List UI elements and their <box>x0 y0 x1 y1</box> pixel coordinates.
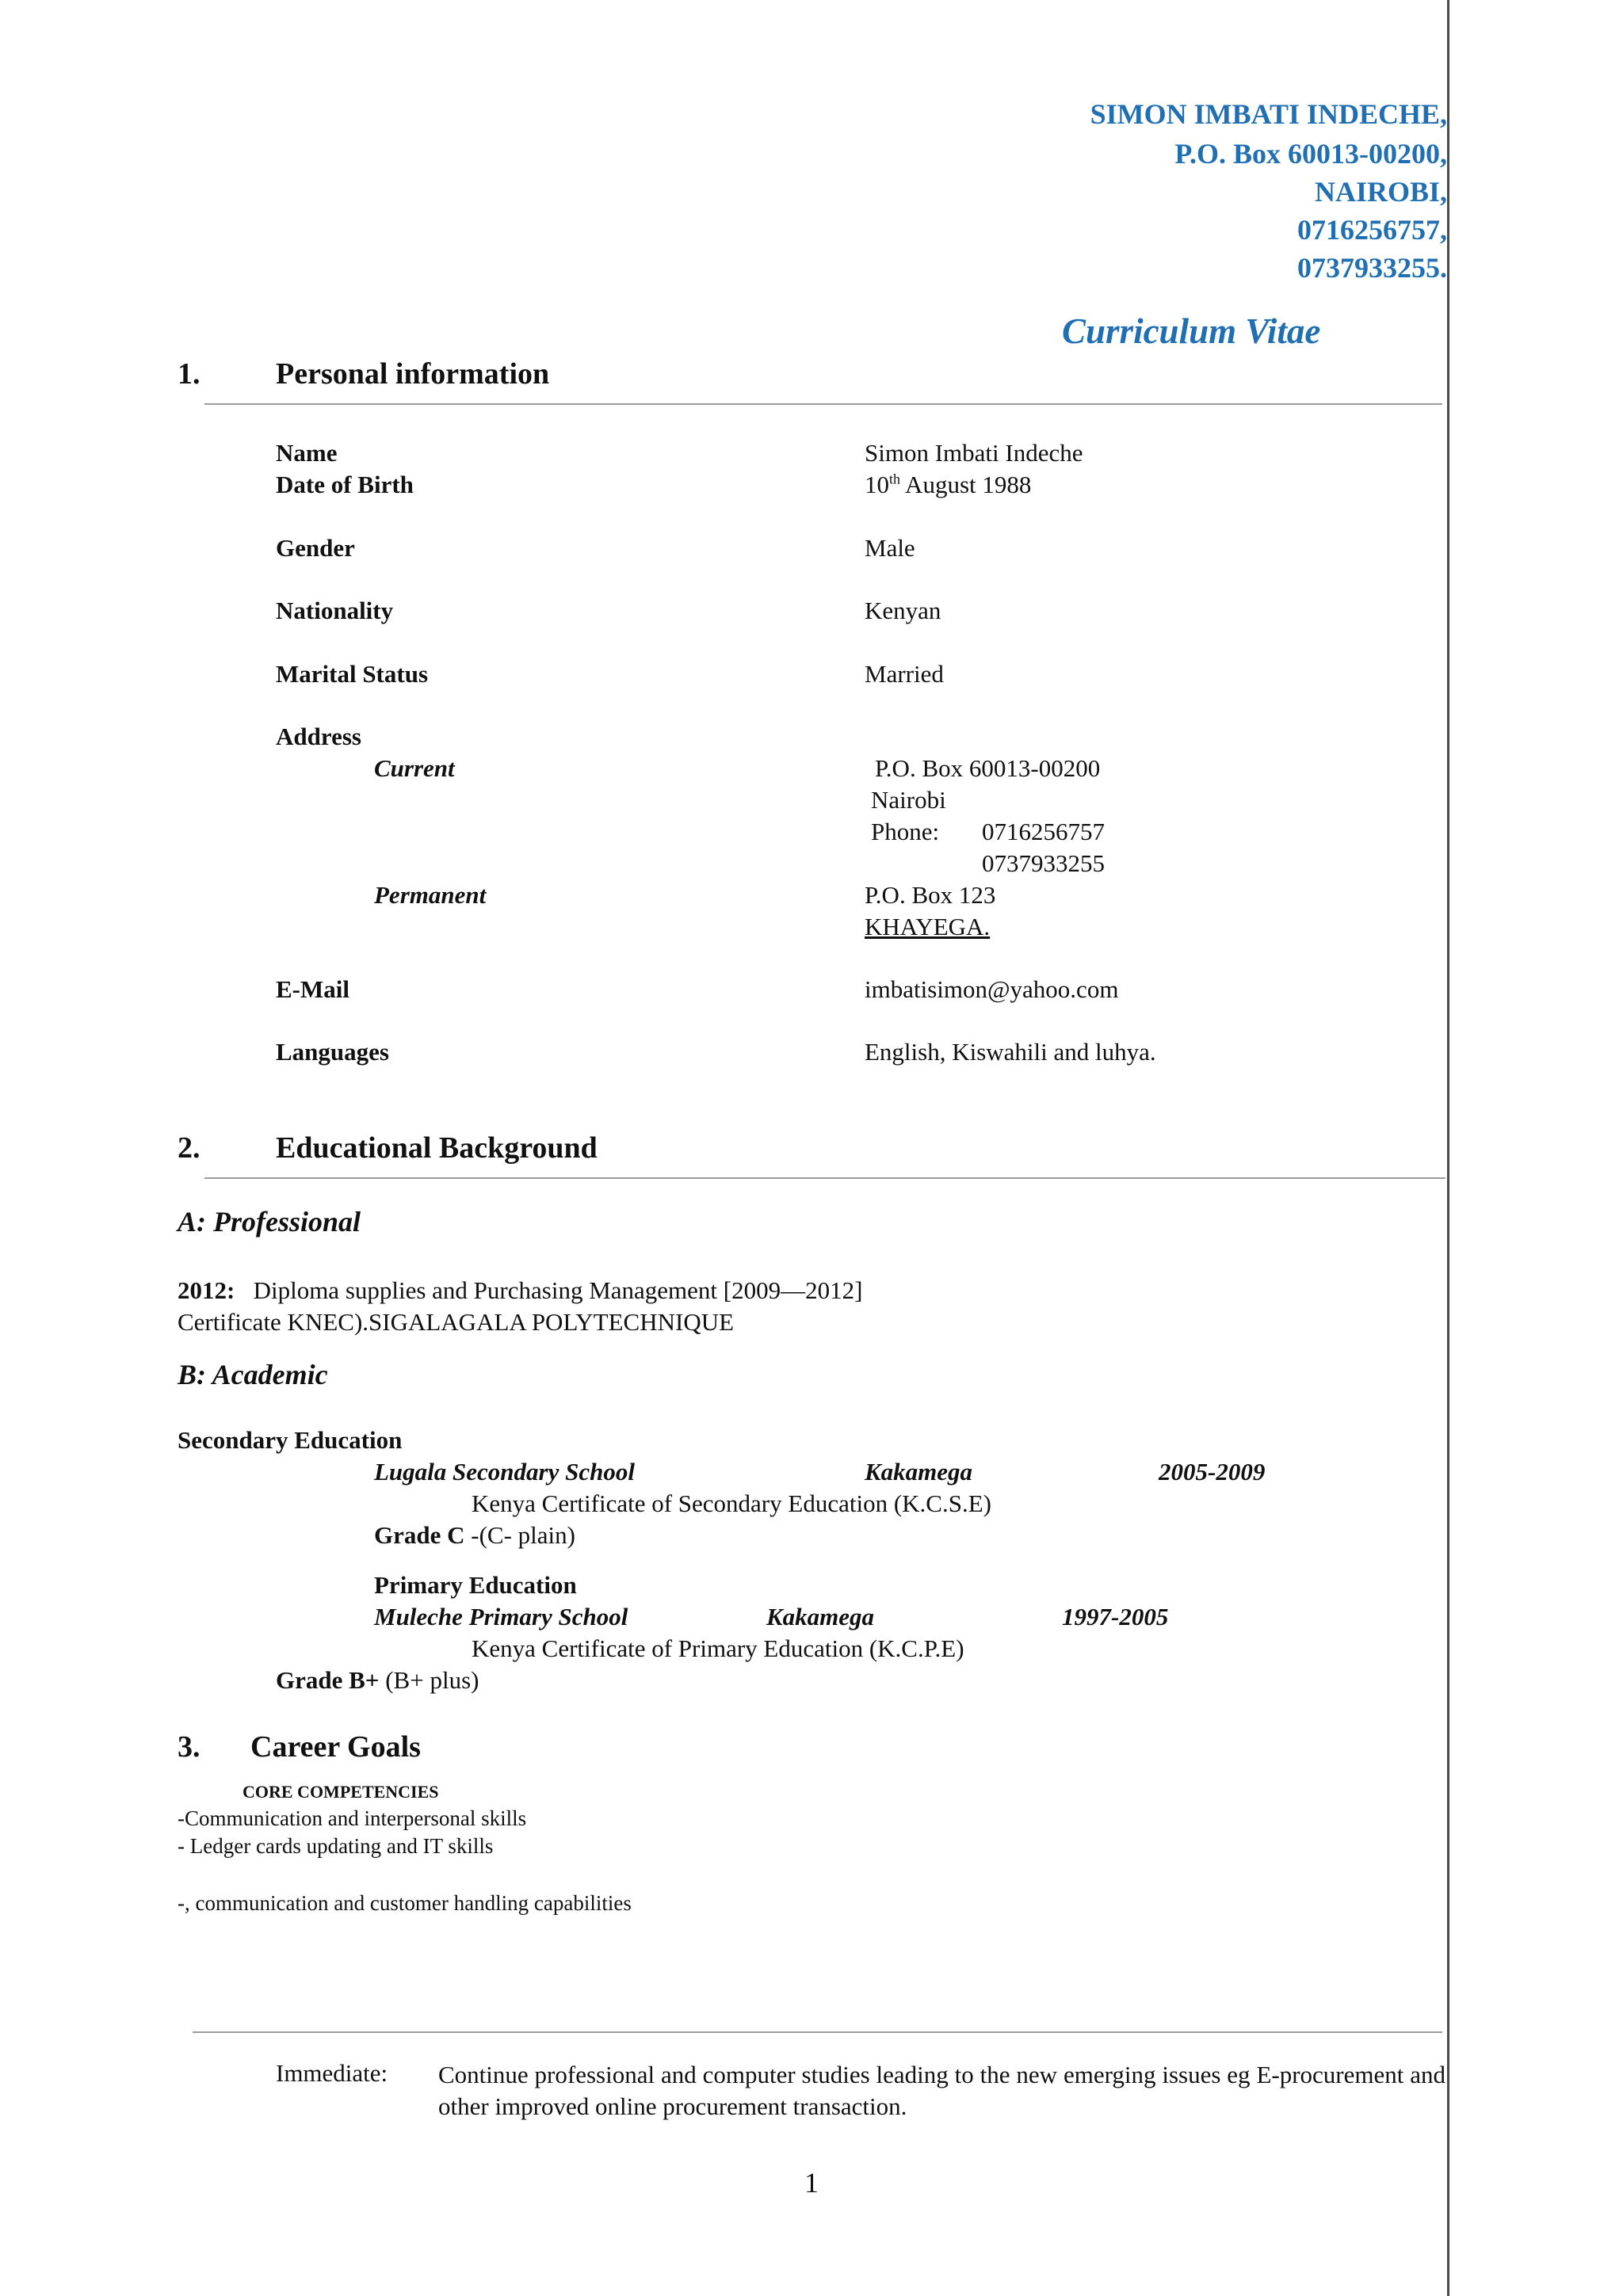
current-phone-1: 0716256757 <box>982 818 1105 845</box>
page-number: 1 <box>804 2167 819 2199</box>
primary-location: Kakamega <box>766 1603 875 1630</box>
section-2-title: Educational Background <box>276 1131 598 1165</box>
marital-value: Married <box>865 660 944 688</box>
cv-title: Curriculum Vitae <box>1062 311 1321 351</box>
professional-qualification: Diploma supplies and Purchasing Management [2009—2012] <box>253 1276 863 1304</box>
competency-item: -, communication and customer handling capabilities <box>178 1891 632 1915</box>
primary-years: 1997-2005 <box>1062 1603 1169 1630</box>
dob-value <box>865 471 1031 499</box>
gender-value: Male <box>865 534 915 562</box>
primary-grade-value: (B+ plus) <box>379 1666 479 1694</box>
email-label: E-Mail <box>276 975 349 1003</box>
address-label: Address <box>276 723 361 750</box>
secondary-certificate: Kenya Certificate of Secondary Education (K.C.S.E) <box>472 1489 991 1517</box>
page-right-border <box>1447 0 1449 2296</box>
professional-line-2: Certificate KNEC).SIGALAGALA POLYTECHNIQUE <box>178 1308 735 1336</box>
current-address-label: Current <box>374 754 455 782</box>
core-competencies-heading: CORE COMPETENCIES <box>242 1782 439 1802</box>
header-po-box: P.O. Box 60013-00200, <box>1174 138 1447 170</box>
primary-education-heading: Primary Education <box>374 1571 577 1599</box>
primary-certificate: Kenya Certificate of Primary Education (K.C.P.E) <box>472 1634 964 1662</box>
immediate-goal-text <box>438 2059 1445 2122</box>
secondary-grade-value: -(C- plain) <box>464 1521 575 1549</box>
section-1-rule <box>204 403 1442 405</box>
primary-grade-label: Grade B+ <box>276 1666 380 1694</box>
permanent-address-line-2: KHAYEGA. <box>865 913 991 940</box>
secondary-school: Lugala Secondary School <box>374 1458 635 1486</box>
professional-line-1 <box>178 1276 862 1305</box>
academic-heading: B: Academic <box>178 1359 328 1390</box>
gender-label: Gender <box>276 534 355 562</box>
professional-heading: A: Professional <box>178 1206 361 1238</box>
dob-label: Date of Birth <box>276 471 414 498</box>
immediate-label: Immediate: <box>276 2059 388 2087</box>
languages-label: Languages <box>276 1038 389 1066</box>
dob-rest: August 1988 <box>900 471 1032 498</box>
section-2-rule <box>204 1177 1445 1179</box>
career-goals-rule <box>193 2031 1442 2033</box>
immediate-goal-body: Continue professional and computer studies leading to the new emerging issues eg E-procurement and other improved online procurement transaction. <box>438 2061 1445 2120</box>
primary-school: Muleche Primary School <box>374 1603 628 1630</box>
secondary-location: Kakamega <box>865 1458 973 1486</box>
name-label: Name <box>276 439 338 467</box>
dob-suffix: th <box>889 471 901 487</box>
section-1-number: 1. <box>178 357 200 391</box>
name-value: Simon Imbati Indeche <box>865 439 1083 467</box>
header-name: SIMON IMBATI INDECHE, <box>1090 98 1447 130</box>
current-address-line-2: Nairobi <box>871 786 946 814</box>
permanent-address-label: Permanent <box>374 881 487 909</box>
header-phone-2: 0737933255. <box>1297 252 1447 284</box>
header-phone-1: 0716256757, <box>1297 214 1447 246</box>
header-city: NAIROBI, <box>1314 176 1447 208</box>
primary-grade <box>276 1666 479 1695</box>
competency-item: -Communication and interpersonal skills <box>178 1806 527 1830</box>
marital-label: Marital Status <box>276 660 429 688</box>
professional-year: 2012: <box>178 1276 235 1304</box>
secondary-grade-label: Grade C <box>374 1521 465 1549</box>
languages-value: English, Kiswahili and luhya. <box>865 1038 1156 1066</box>
section-2-number: 2. <box>178 1131 200 1165</box>
section-3-title: Career Goals <box>250 1730 421 1764</box>
section-1-title: Personal information <box>276 357 550 391</box>
secondary-years: 2005-2009 <box>1159 1458 1266 1486</box>
nationality-value: Kenyan <box>865 597 941 624</box>
section-3-number: 3. <box>178 1730 200 1764</box>
dob-day: 10 <box>865 471 889 498</box>
permanent-address-line-1: P.O. Box 123 <box>865 881 996 909</box>
current-phone-2: 0737933255 <box>982 849 1105 877</box>
secondary-grade <box>374 1521 575 1550</box>
nationality-label: Nationality <box>276 597 394 624</box>
email-value: imbatisimon@yahoo.com <box>865 975 1119 1003</box>
current-phone-label: Phone: <box>871 818 940 845</box>
competency-item: - Ledger cards updating and IT skills <box>178 1834 494 1858</box>
secondary-education-heading: Secondary Education <box>178 1426 403 1454</box>
current-address-line-1: P.O. Box 60013-00200 <box>875 754 1101 782</box>
